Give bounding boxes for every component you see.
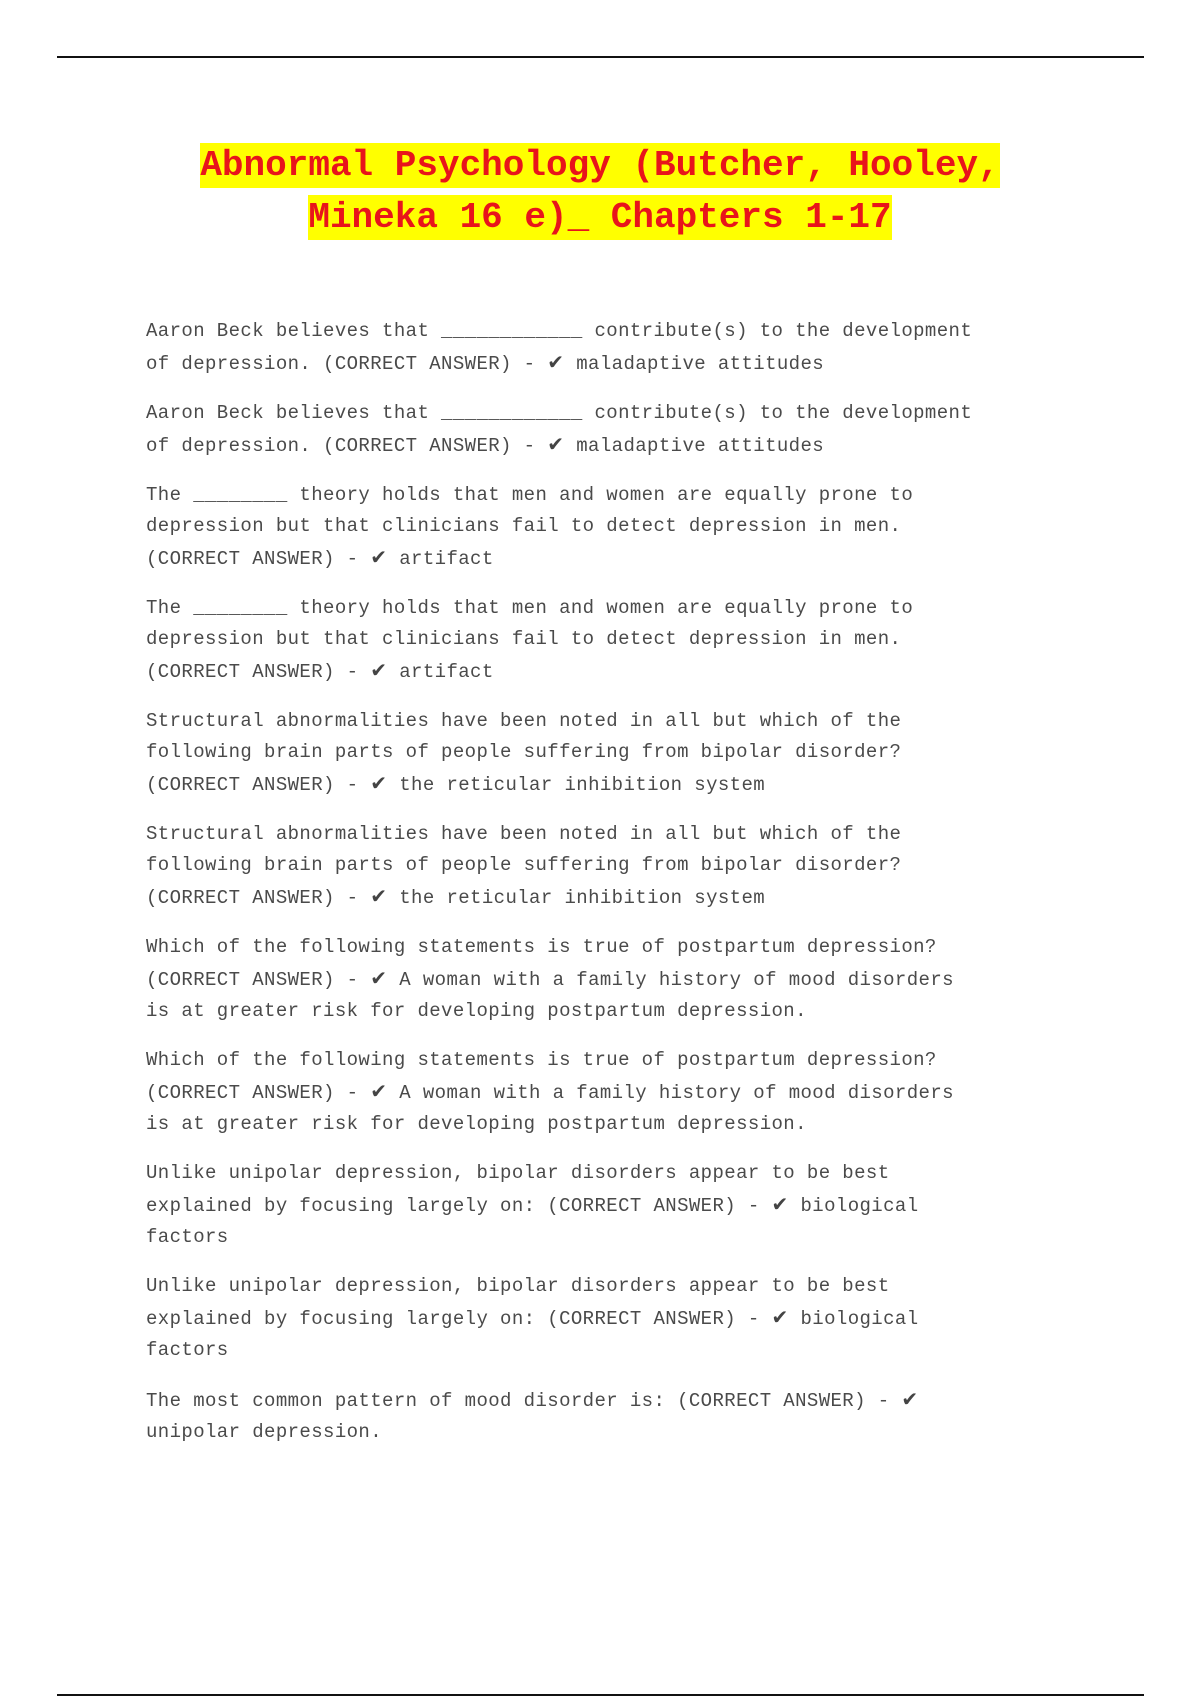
qa-item <box>146 932 1106 1027</box>
qa-answer: unipolar depression. <box>146 1421 383 1443</box>
check-icon: ✔︎ <box>370 884 388 908</box>
qa-answer-line <box>146 429 1106 462</box>
qa-list <box>146 316 1106 1466</box>
qa-text: depression but that clinicians fail to detect depression in men. <box>146 628 902 650</box>
qa-answer-line <box>146 655 1106 688</box>
qa-text: (CORRECT ANSWER) - <box>146 774 371 796</box>
qa-item <box>146 1158 1106 1253</box>
qa-text: of depression. (CORRECT ANSWER) - <box>146 435 548 457</box>
qa-text: explained by focusing largely on: (CORRECT ANSWER) - <box>146 1195 772 1217</box>
qa-answer-line <box>146 347 1106 380</box>
qa-answer: maladaptive attitudes <box>576 435 825 457</box>
qa-text: Which of the following statements is true of postpartum depression? <box>146 936 937 958</box>
qa-text: Aaron Beck believes that ____________ contribute(s) to the development <box>146 320 973 342</box>
check-icon: ✔︎ <box>370 658 388 682</box>
qa-text: (CORRECT ANSWER) - <box>146 661 371 683</box>
qa-answer: maladaptive attitudes <box>576 353 825 375</box>
qa-item <box>146 1271 1106 1366</box>
qa-answer-line <box>146 542 1106 575</box>
qa-item <box>146 1384 1106 1448</box>
qa-text: depression but that clinicians fail to detect depression in men. <box>146 515 902 537</box>
qa-text: (CORRECT ANSWER) - <box>146 887 371 909</box>
qa-answer: the reticular inhibition system <box>399 887 766 909</box>
qa-item <box>146 593 1106 688</box>
qa-answer: is at greater risk for developing postpartum depression. <box>146 1000 807 1022</box>
qa-answer: artifact <box>399 548 494 570</box>
check-icon: ✔︎ <box>370 966 388 990</box>
qa-text: following brain parts of people suffering from bipolar disorder? <box>146 741 902 763</box>
check-icon: ✔︎ <box>370 545 388 569</box>
qa-answer: artifact <box>399 661 494 683</box>
qa-answer: the reticular inhibition system <box>399 774 766 796</box>
qa-text: Unlike unipolar depression, bipolar disorders appear to be best <box>146 1162 890 1184</box>
qa-text: (CORRECT ANSWER) - <box>146 1082 371 1104</box>
qa-item <box>146 706 1106 801</box>
title-line-1: Abnormal Psychology (Butcher, Hooley, <box>200 145 1000 186</box>
qa-answer: factors <box>146 1339 229 1361</box>
qa-text: The most common pattern of mood disorder is: (CORRECT ANSWER) - <box>146 1390 902 1412</box>
top-rule <box>57 56 1144 58</box>
check-icon: ✔︎ <box>547 432 565 456</box>
qa-answer-line <box>146 1076 1106 1109</box>
check-icon: ✔︎ <box>771 1305 789 1329</box>
bottom-rule <box>57 1694 1144 1696</box>
qa-answer-line <box>146 1302 1106 1335</box>
qa-answer-line <box>146 881 1106 914</box>
qa-item <box>146 1045 1106 1140</box>
qa-answer: is at greater risk for developing postpartum depression. <box>146 1113 807 1135</box>
qa-item <box>146 480 1106 575</box>
check-icon: ✔︎ <box>370 771 388 795</box>
qa-text: Structural abnormalities have been noted in all but which of the <box>146 710 902 732</box>
title-line-2: Mineka 16 e)_ Chapters 1-17 <box>308 197 892 238</box>
qa-answer: factors <box>146 1226 229 1248</box>
qa-answer: biological <box>800 1195 919 1217</box>
qa-item <box>146 819 1106 914</box>
check-icon: ✔︎ <box>771 1192 789 1216</box>
check-icon: ✔︎ <box>547 350 565 374</box>
qa-text: (CORRECT ANSWER) - <box>146 969 371 991</box>
qa-text: explained by focusing largely on: (CORRECT ANSWER) - <box>146 1308 772 1330</box>
check-icon: ✔︎ <box>370 1079 388 1103</box>
qa-text: of depression. (CORRECT ANSWER) - <box>146 353 548 375</box>
qa-item <box>146 398 1106 462</box>
qa-answer-line <box>146 768 1106 801</box>
qa-text: Structural abnormalities have been noted in all but which of the <box>146 823 902 845</box>
qa-answer: A woman with a family history of mood disorders <box>399 969 954 991</box>
qa-answer: A woman with a family history of mood disorders <box>399 1082 954 1104</box>
qa-text: following brain parts of people suffering from bipolar disorder? <box>146 854 902 876</box>
qa-answer-line <box>146 963 1106 996</box>
check-icon: ✔︎ <box>901 1387 919 1411</box>
qa-text: Aaron Beck believes that ____________ contribute(s) to the development <box>146 402 973 424</box>
qa-text: Unlike unipolar depression, bipolar disorders appear to be best <box>146 1275 890 1297</box>
document-title <box>120 140 1080 244</box>
qa-answer-line <box>146 1189 1106 1222</box>
qa-text: The ________ theory holds that men and women are equally prone to <box>146 484 914 506</box>
qa-text: Which of the following statements is true of postpartum depression? <box>146 1049 937 1071</box>
qa-item <box>146 316 1106 380</box>
qa-answer: biological <box>800 1308 919 1330</box>
qa-text: (CORRECT ANSWER) - <box>146 548 371 570</box>
qa-answer-line <box>146 1384 1106 1417</box>
qa-text: The ________ theory holds that men and women are equally prone to <box>146 597 914 619</box>
